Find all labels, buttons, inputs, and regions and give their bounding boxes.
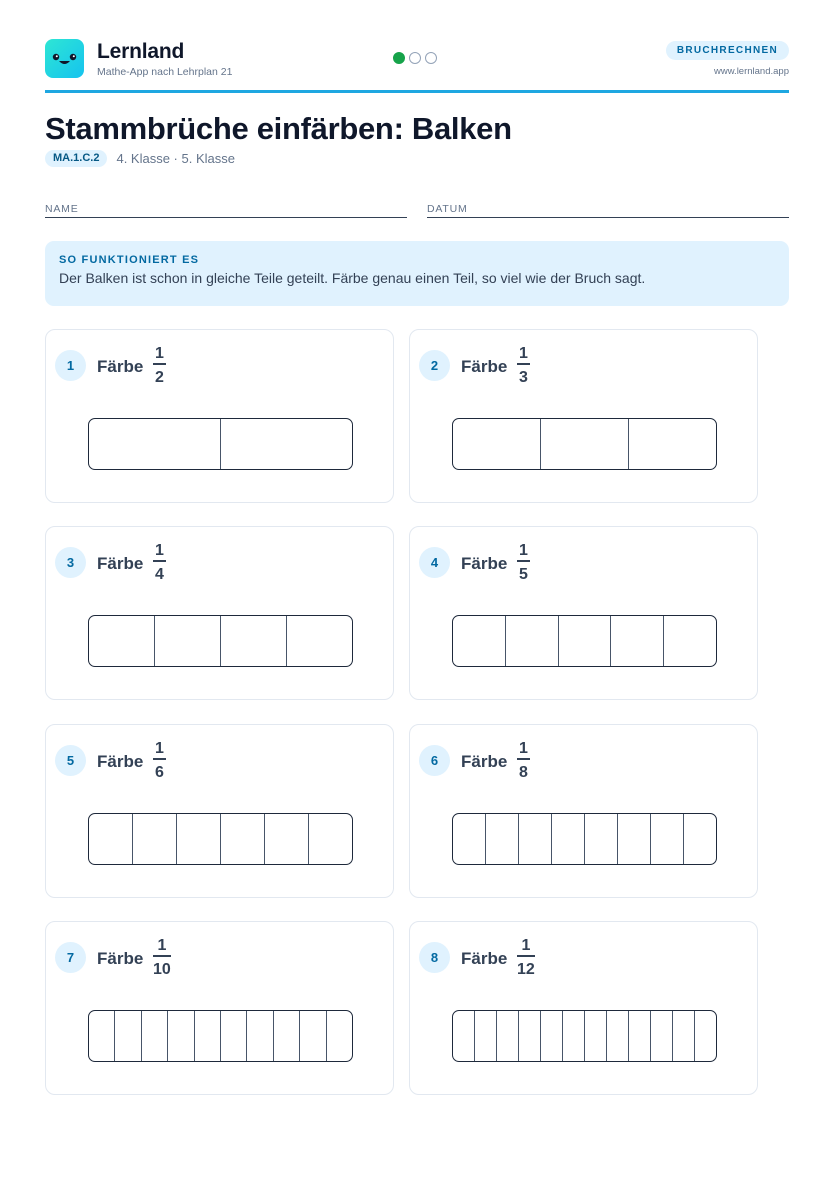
fraction-bar xyxy=(88,1010,353,1062)
fraction-numerator: 1 xyxy=(155,740,164,757)
task-card xyxy=(45,724,394,898)
bar-segment[interactable] xyxy=(247,1011,273,1061)
fraction xyxy=(517,739,530,783)
meta-row xyxy=(45,150,235,167)
task-card xyxy=(409,921,758,1095)
fraction-bar xyxy=(88,418,353,470)
bar-segment[interactable] xyxy=(274,1011,300,1061)
task-card xyxy=(409,526,758,700)
bar-segment[interactable] xyxy=(453,1011,475,1061)
fraction-denominator: 4 xyxy=(155,566,164,583)
bar-segment[interactable] xyxy=(89,1011,115,1061)
brand-name: Lernland xyxy=(97,40,185,63)
bar-segment[interactable] xyxy=(651,814,684,864)
bar-segment[interactable] xyxy=(265,814,309,864)
bar-segment[interactable] xyxy=(89,616,155,666)
task-instruction: Färbe xyxy=(97,949,144,968)
bar-segment[interactable] xyxy=(585,1011,607,1061)
curriculum-code-badge: MA.1.C.2 xyxy=(45,150,107,167)
bar-segment[interactable] xyxy=(195,1011,221,1061)
bar-segment[interactable] xyxy=(673,1011,695,1061)
fraction-denominator: 2 xyxy=(155,369,164,386)
fraction xyxy=(517,541,530,585)
bar-segment[interactable] xyxy=(287,616,352,666)
bar-segment[interactable] xyxy=(651,1011,673,1061)
bar-segment[interactable] xyxy=(168,1011,194,1061)
fraction xyxy=(153,936,171,980)
fraction-numerator: 1 xyxy=(155,542,164,559)
bar-segment[interactable] xyxy=(618,814,651,864)
instructions-title: SO FUNKTIONIERT ES xyxy=(59,254,200,266)
bar-segment[interactable] xyxy=(497,1011,519,1061)
task-card xyxy=(409,724,758,898)
fraction-denominator: 3 xyxy=(519,369,528,386)
fraction-bar xyxy=(452,615,717,667)
fraction-denominator: 12 xyxy=(517,961,535,978)
name-field-label: NAME xyxy=(45,203,79,215)
bar-segment[interactable] xyxy=(453,616,506,666)
task-number: 7 xyxy=(55,942,86,973)
topic-badge: BRUCHRECHNEN xyxy=(666,41,789,60)
task-card xyxy=(45,921,394,1095)
brand-subtitle: Mathe-App nach Lehrplan 21 xyxy=(97,66,233,78)
bar-segment[interactable] xyxy=(629,419,716,469)
fraction-numerator: 1 xyxy=(155,345,164,362)
bar-segment[interactable] xyxy=(552,814,585,864)
fraction-bar xyxy=(88,615,353,667)
bar-segment[interactable] xyxy=(695,1011,716,1061)
page-header xyxy=(45,38,789,93)
task-instruction: Färbe xyxy=(461,357,508,376)
website-link[interactable]: www.lernland.app xyxy=(714,66,789,77)
fraction-numerator: 1 xyxy=(519,740,528,757)
fraction xyxy=(517,936,535,980)
bar-segment[interactable] xyxy=(89,419,221,469)
date-field[interactable] xyxy=(427,199,789,218)
fraction-numerator: 1 xyxy=(519,345,528,362)
bar-segment[interactable] xyxy=(221,1011,247,1061)
bar-segment[interactable] xyxy=(664,616,716,666)
fraction-denominator: 8 xyxy=(519,764,528,781)
bar-segment[interactable] xyxy=(300,1011,326,1061)
fraction-bar xyxy=(452,1010,717,1062)
grade-level: 4. Klasse · 5. Klasse xyxy=(116,151,235,166)
task-instruction: Färbe xyxy=(461,949,508,968)
bar-segment[interactable] xyxy=(453,419,541,469)
bar-segment[interactable] xyxy=(519,1011,541,1061)
bar-segment[interactable] xyxy=(541,419,629,469)
bar-segment[interactable] xyxy=(155,616,221,666)
task-card xyxy=(409,329,758,503)
bar-segment[interactable] xyxy=(585,814,618,864)
bar-segment[interactable] xyxy=(486,814,519,864)
progress-dots xyxy=(393,52,437,64)
fraction xyxy=(153,541,166,585)
task-number: 4 xyxy=(419,547,450,578)
task-number: 5 xyxy=(55,745,86,776)
bar-segment[interactable] xyxy=(327,1011,352,1061)
bar-segment[interactable] xyxy=(506,616,559,666)
task-number: 8 xyxy=(419,942,450,973)
task-number: 6 xyxy=(419,745,450,776)
bar-segment[interactable] xyxy=(629,1011,651,1061)
name-field[interactable] xyxy=(45,199,407,218)
task-instruction: Färbe xyxy=(97,752,144,771)
fraction-numerator: 1 xyxy=(519,542,528,559)
bar-segment[interactable] xyxy=(221,814,265,864)
bar-segment[interactable] xyxy=(607,1011,629,1061)
task-instruction: Färbe xyxy=(97,554,144,573)
smiley-face-icon xyxy=(45,39,84,78)
bar-segment[interactable] xyxy=(221,419,352,469)
bar-segment[interactable] xyxy=(519,814,552,864)
bar-segment[interactable] xyxy=(115,1011,141,1061)
task-card xyxy=(45,526,394,700)
task-number: 2 xyxy=(419,350,450,381)
task-card xyxy=(45,329,394,503)
fraction-bar xyxy=(452,418,717,470)
bar-segment[interactable] xyxy=(453,814,486,864)
bar-segment[interactable] xyxy=(684,814,716,864)
progress-dot xyxy=(393,52,405,64)
fraction-denominator: 10 xyxy=(153,961,171,978)
page-title: Stammbrüche einfärben: Balken xyxy=(45,111,512,146)
fraction-numerator: 1 xyxy=(521,937,531,954)
instructions-box xyxy=(45,241,789,306)
fraction xyxy=(153,739,166,783)
bar-segment[interactable] xyxy=(559,616,612,666)
bar-segment[interactable] xyxy=(133,814,177,864)
task-instruction: Färbe xyxy=(461,554,508,573)
fraction-numerator: 1 xyxy=(157,937,167,954)
task-number: 3 xyxy=(55,547,86,578)
bar-segment[interactable] xyxy=(611,616,664,666)
fraction-denominator: 5 xyxy=(519,566,528,583)
bar-segment[interactable] xyxy=(89,814,133,864)
bar-segment[interactable] xyxy=(475,1011,497,1061)
fraction-bar xyxy=(452,813,717,865)
bar-segment[interactable] xyxy=(142,1011,168,1061)
bar-segment[interactable] xyxy=(563,1011,585,1061)
fraction xyxy=(517,344,530,388)
bar-segment[interactable] xyxy=(177,814,221,864)
task-instruction: Färbe xyxy=(461,752,508,771)
task-number: 1 xyxy=(55,350,86,381)
date-field-label: DATUM xyxy=(427,203,468,215)
progress-dot xyxy=(409,52,421,64)
progress-dot xyxy=(425,52,437,64)
fraction-denominator: 6 xyxy=(155,764,164,781)
instructions-text: Der Balken ist schon in gleiche Teile geteilt. Färbe genau einen Teil, so viel wie der Bruch sagt. xyxy=(59,270,646,286)
fraction xyxy=(153,344,166,388)
task-instruction: Färbe xyxy=(97,357,144,376)
fraction-bar xyxy=(88,813,353,865)
bar-segment[interactable] xyxy=(309,814,352,864)
bar-segment[interactable] xyxy=(221,616,287,666)
bar-segment[interactable] xyxy=(541,1011,563,1061)
